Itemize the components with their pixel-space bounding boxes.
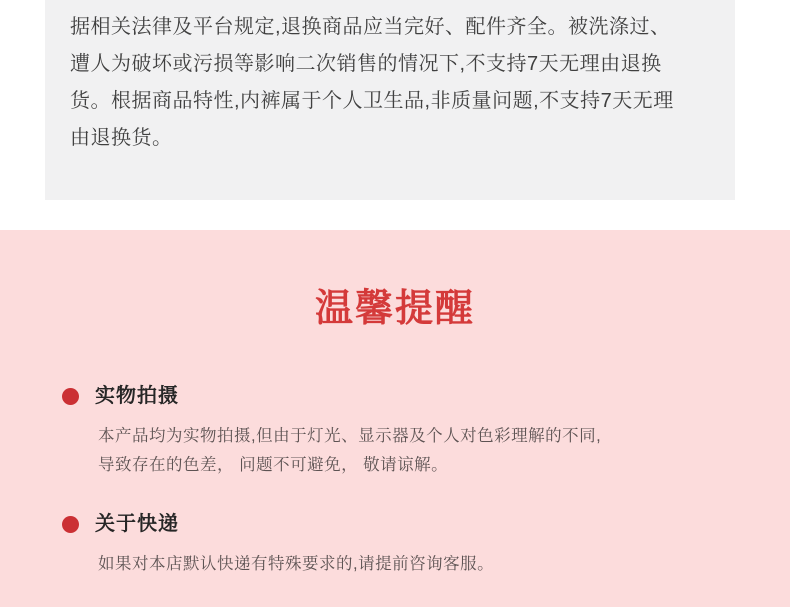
- list-item: [62, 512, 790, 579]
- return-policy-text-line: 遭人为破坏或污损等影响二次销售的情况下,不支持7天无理由退换: [70, 53, 662, 75]
- reminder-list: [0, 384, 790, 579]
- return-policy-text-line: 货。根据商品特性,内裤属于个人卫生品,非质量问题,不支持7天无理: [70, 90, 674, 112]
- return-policy-card: [45, 0, 735, 200]
- item-heading-about-delivery: 关于快递: [95, 513, 179, 535]
- return-policy-text-line: 据相关法律及平台规定,退换商品应当完好、配件齐全。被洗涤过、: [70, 16, 671, 38]
- list-item: [62, 384, 790, 480]
- bullet-dot-icon: [62, 388, 79, 405]
- item-body-line: 如果对本店默认快递有特殊要求的,请提前咨询客服。: [98, 555, 495, 573]
- item-heading-real-photos: 实物拍摄: [95, 385, 179, 407]
- item-body: [98, 422, 790, 480]
- item-heading-row: [62, 384, 790, 408]
- item-body: [98, 550, 790, 579]
- item-body-line: 导致存在的色差， 问题不可避免， 敬请谅解。: [98, 456, 449, 474]
- bullet-dot-icon: [62, 516, 79, 533]
- warm-reminder-title: 温馨提醒: [314, 288, 475, 330]
- item-heading-row: [62, 512, 790, 536]
- item-body-line: 本产品均为实物拍摄,但由于灯光、显示器及个人对色彩理解的不同,: [98, 427, 602, 445]
- return-policy-text-line: 由退换货。: [70, 127, 173, 149]
- warm-reminder-section: [0, 230, 790, 607]
